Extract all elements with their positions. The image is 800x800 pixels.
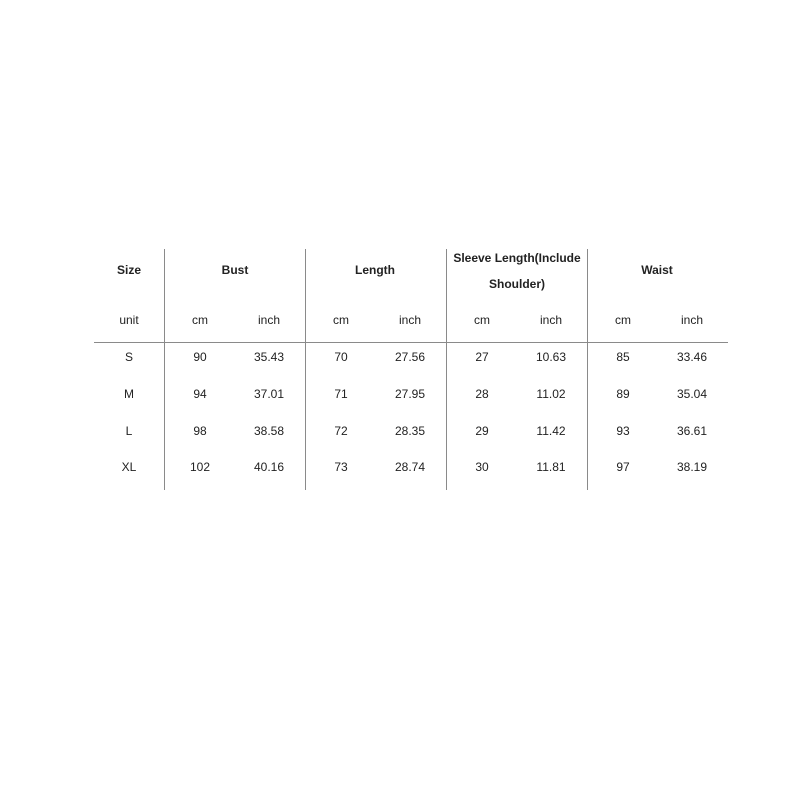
unit-inch: inch — [398, 313, 422, 327]
sleeve-cm-cell: 28 — [475, 387, 489, 401]
length-inch-cell: 28.74 — [394, 460, 426, 474]
bust-cm-cell: 94 — [193, 387, 207, 401]
size-cell: M — [124, 387, 134, 401]
size-cell: L — [125, 424, 133, 438]
header-divider — [94, 342, 728, 343]
header-bust: Bust — [221, 263, 249, 277]
unit-cm: cm — [333, 313, 349, 327]
bust-inch-cell: 38.58 — [253, 424, 285, 438]
waist-cm-cell: 97 — [616, 460, 630, 474]
waist-cm-cell: 93 — [616, 424, 630, 438]
header-size: Size — [116, 263, 142, 277]
unit-cm: cm — [474, 313, 490, 327]
length-inch-cell: 28.35 — [394, 424, 426, 438]
unit-inch: inch — [680, 313, 704, 327]
length-inch-cell: 27.95 — [394, 387, 426, 401]
column-divider — [305, 249, 306, 490]
column-divider — [164, 249, 165, 490]
size-cell: S — [124, 350, 134, 364]
sleeve-cm-cell: 27 — [475, 350, 489, 364]
header-waist: Waist — [641, 263, 673, 277]
unit-inch: inch — [257, 313, 281, 327]
bust-inch-cell: 40.16 — [253, 460, 285, 474]
size-chart-table — [94, 249, 728, 490]
length-cm-cell: 72 — [334, 424, 348, 438]
waist-inch-cell: 35.04 — [676, 387, 708, 401]
header-sleeve-length-line1: Sleeve Length(Include — [453, 251, 581, 265]
column-divider — [446, 249, 447, 490]
sleeve-inch-cell: 11.81 — [536, 460, 566, 474]
length-cm-cell: 73 — [334, 460, 348, 474]
bust-cm-cell: 98 — [193, 424, 207, 438]
column-divider — [587, 249, 588, 490]
waist-inch-cell: 36.61 — [676, 424, 708, 438]
sleeve-inch-cell: 11.02 — [536, 387, 566, 401]
length-inch-cell: 27.56 — [394, 350, 426, 364]
header-sleeve-length-line2: Shoulder) — [489, 277, 545, 291]
sleeve-inch-cell: 11.42 — [536, 424, 566, 438]
sleeve-cm-cell: 29 — [475, 424, 489, 438]
length-cm-cell: 71 — [334, 387, 348, 401]
header-length: Length — [355, 263, 395, 277]
bust-inch-cell: 37.01 — [253, 387, 285, 401]
unit-inch: inch — [539, 313, 563, 327]
length-cm-cell: 70 — [334, 350, 348, 364]
size-cell: XL — [121, 460, 137, 474]
waist-cm-cell: 89 — [616, 387, 630, 401]
waist-cm-cell: 85 — [616, 350, 630, 364]
unit-cm: cm — [615, 313, 631, 327]
unit-label: unit — [119, 313, 139, 327]
waist-inch-cell: 33.46 — [676, 350, 708, 364]
bust-cm-cell: 102 — [189, 460, 211, 474]
sleeve-cm-cell: 30 — [475, 460, 489, 474]
bust-inch-cell: 35.43 — [253, 350, 285, 364]
unit-cm: cm — [192, 313, 208, 327]
sleeve-inch-cell: 10.63 — [535, 350, 567, 364]
waist-inch-cell: 38.19 — [676, 460, 708, 474]
bust-cm-cell: 90 — [193, 350, 207, 364]
